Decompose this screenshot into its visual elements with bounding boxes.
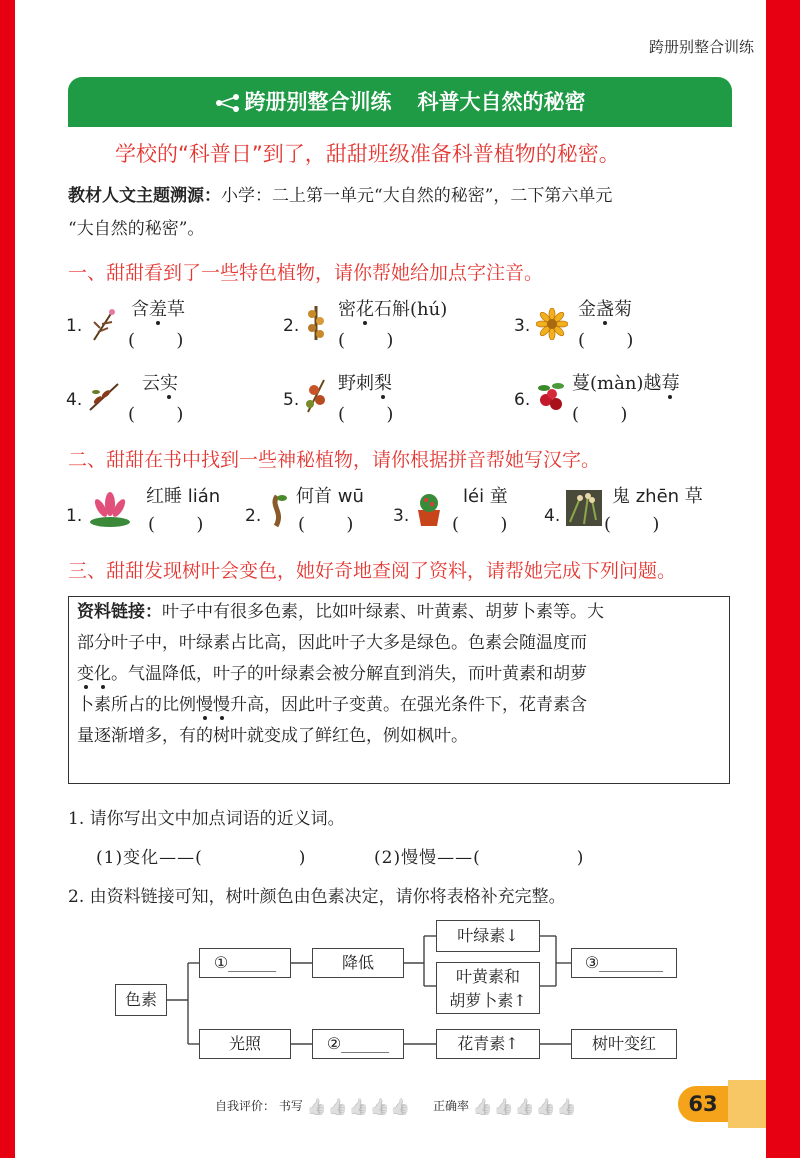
q2-item-2-text: 何首 wū [296, 486, 364, 507]
q1-item-5-number: 5. [283, 390, 300, 410]
flow-anthocyanin-box: 花青素↑ [436, 1029, 540, 1059]
flow-xanthophyll-line-1: 叶黄素和 [455, 967, 520, 986]
q1-item-1-answer[interactable]: ( ) [128, 330, 185, 351]
q2-item-4-answer[interactable]: ( ) [604, 514, 661, 535]
flow-chlorophyll-box: 叶绿素↓ [436, 920, 540, 952]
page-corner [728, 1080, 766, 1128]
q3-heading: 三、甜甜发现树叶会变色，她好奇地查阅了资料，请帮她完成下列问题。 [68, 560, 677, 582]
q1-item-5-word: 野刺梨 [338, 373, 392, 394]
reference-line-2: 部分叶子中，叶绿素占比高，因此叶子大多是绿色。色素会随温度而 [77, 633, 587, 653]
writing-label: 书写 [278, 1099, 303, 1113]
source-line-2: “大自然的秘密”。 [68, 219, 205, 239]
q2-item-4-text: 鬼 zhēn 草 [612, 486, 703, 507]
flow-pigment-box: 色素 [115, 984, 167, 1016]
q2-item-2-number: 2. [245, 506, 262, 526]
q1-item-2-answer[interactable]: ( ) [338, 330, 395, 351]
banner-left-title: 跨册别整合训练 [244, 90, 392, 114]
flow-blank-3[interactable]: ③________ [571, 948, 677, 978]
q2-item-2-answer[interactable]: ( ) [298, 514, 355, 535]
q1-item-2-number: 2. [283, 316, 300, 336]
flow-blank-1[interactable]: ①______ [199, 948, 291, 978]
flow-xanthophyll-box [436, 962, 540, 1014]
q3-sub1: 1. 请你写出文中加点词语的近义词。 [68, 809, 345, 829]
q2-item-3-answer[interactable]: ( ) [452, 514, 509, 535]
q1-item-6-answer[interactable]: ( ) [572, 404, 629, 425]
q1-item-6-number: 6. [514, 390, 531, 410]
q1-heading: 一、甜甜看到了一些特色植物，请你帮她给加点字注音。 [68, 262, 544, 284]
q1-item-1-word: 含羞草 [131, 299, 185, 320]
q1-item-3-word: 金盏菊 [578, 299, 632, 320]
banner-right-title: 科普大自然的秘密 [417, 90, 586, 114]
flow-lower-box: 降低 [312, 948, 404, 978]
q1-item-3-number: 3. [514, 316, 531, 336]
q3-sub2: 2. 由资料链接可知，树叶颜色由色素决定，请你将表格补充完整。 [68, 887, 566, 907]
q2-item-3-text: léi 童 [463, 486, 508, 507]
header-tag: 跨册别整合训练 [648, 38, 754, 56]
reference-line-5: 量逐渐增多，有的树叶就变成了鲜红色，例如枫叶。 [77, 726, 468, 746]
flow-light-box: 光照 [199, 1029, 291, 1059]
q1-item-4-answer[interactable]: ( ) [128, 404, 185, 425]
flow-xanthophyll-line-2: 胡萝卜素↑ [449, 991, 527, 1010]
q3-sub1-answer-a[interactable]: (1)变化——( ) [96, 848, 307, 868]
self-evaluation [215, 1097, 577, 1116]
accuracy-label: 正确率 [432, 1099, 469, 1113]
reference-line-4: 卜素所占的比例慢慢升高，因此叶子变黄。在强光条件下，花青素含 [77, 695, 587, 715]
q3-sub1-answer-b[interactable]: (2)慢慢——( ) [374, 848, 585, 868]
q2-item-3-number: 3. [393, 506, 410, 526]
q1-item-5-answer[interactable]: ( ) [338, 404, 395, 425]
page-number: 63 [678, 1086, 728, 1122]
reference-line-1: 叶子中有很多色素，比如叶绿素、叶黄素、胡萝卜素等。大 [162, 602, 604, 622]
accuracy-thumbs-icon[interactable]: 👍👍👍👍👍 [472, 1097, 578, 1116]
flow-red-leaf-box: 树叶变红 [571, 1029, 677, 1059]
q2-heading: 二、甜甜在书中找到一些神秘植物，请你根据拼音帮她写汉字。 [68, 449, 601, 471]
self-eval-label: 自我评价： [215, 1099, 276, 1113]
q1-item-4-word: 云实 [142, 373, 178, 394]
flow-blank-2[interactable]: ②______ [312, 1029, 404, 1059]
reference-line-3: 变化。气温降低，叶子的叶绿素会被分解直到消失，而叶黄素和胡萝 [77, 664, 587, 684]
q1-item-4-number: 4. [66, 390, 83, 410]
intro-line: 学校的“科普日”到了，甜甜班级准备科普植物的秘密。 [115, 142, 620, 166]
source-line-1: 小学：二上第一单元“大自然的秘密”，二下第六单元 [221, 186, 613, 206]
q1-item-3-answer[interactable]: ( ) [578, 330, 635, 351]
q2-item-1-answer[interactable]: ( ) [148, 514, 205, 535]
q2-item-1-number: 1. [66, 506, 83, 526]
q1-item-6-word: 蔓(màn)越莓 [572, 373, 680, 394]
writing-thumbs-icon[interactable]: 👍👍👍👍👍 [306, 1097, 412, 1116]
source-label: 教材人文主题溯源： [68, 186, 221, 206]
q2-item-1-text: 红睡 lián [146, 486, 221, 507]
q1-item-2-word: 密花石斛(hú) [338, 299, 448, 320]
q2-item-4-number: 4. [544, 506, 561, 526]
reference-label: 资料链接： [77, 602, 162, 622]
q1-item-1-number: 1. [66, 316, 83, 336]
